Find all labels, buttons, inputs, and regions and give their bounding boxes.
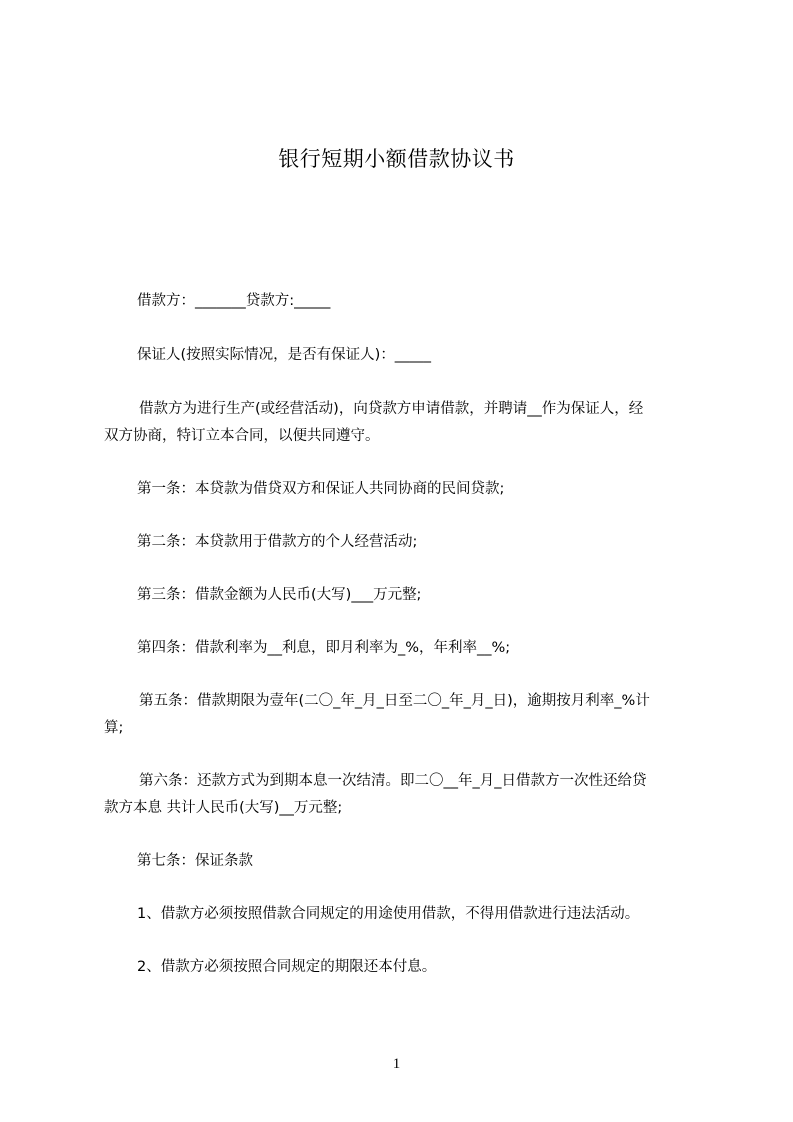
- article-4: 第四条：借款利率为__利息，即月利率为_%，年利率__%;: [137, 640, 511, 656]
- article-6-line-2: 款方本息 共计人民币(大写)__万元整;: [104, 800, 343, 816]
- intro-line-2: 双方协商，特订立本合同，以便共同遵守。: [104, 428, 380, 444]
- article-5-line-2: 算;: [104, 720, 124, 736]
- page-number: 1: [392, 1056, 401, 1072]
- parties-line: 借款方：_______贷款方:_____: [137, 293, 331, 309]
- intro-line-1: 借款方为进行生产(或经营活动)，向贷款方申请借款，并聘请__作为保证人，经: [139, 401, 644, 417]
- article-6-line-1: 第六条：还款方式为到期本息一次结清。即二〇__年_月_日借款方一次性还给贷: [139, 773, 647, 789]
- guarantor-line: 保证人(按照实际情况，是否有保证人)：_____: [137, 347, 432, 363]
- article-2: 第二条：本贷款用于借款方的个人经营活动;: [137, 534, 418, 550]
- article-1: 第一条：本贷款为借贷双方和保证人共同协商的民间贷款;: [137, 481, 505, 497]
- document-title: 银行短期小额借款协议书: [278, 147, 515, 171]
- clause-item-2: 2、借款方必须按照合同规定的期限还本付息。: [137, 959, 437, 975]
- article-5-line-1: 第五条：借款期限为壹年(二〇_年_月_日至二〇_年_月_日)，逾期按月利率_%计: [139, 693, 650, 709]
- clause-item-1: 1、借款方必须按照借款合同规定的用途使用借款，不得用借款进行违法活动。: [137, 906, 640, 922]
- article-7: 第七条：保证条款: [137, 853, 253, 869]
- article-3: 第三条：借款金额为人民币(大写)___万元整;: [137, 587, 422, 603]
